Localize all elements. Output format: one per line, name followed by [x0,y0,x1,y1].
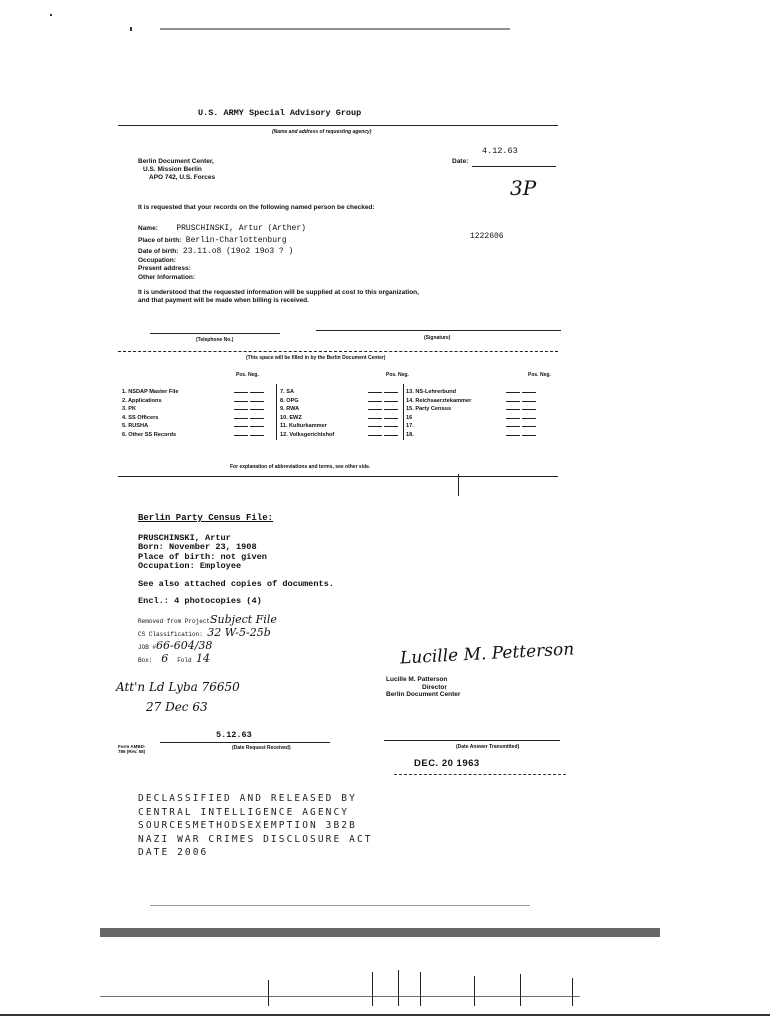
handwritten-note: 27 Dec 63 [146,700,208,714]
scan-artifact-top [160,28,510,30]
census-birthplace: Place of birth: not given [138,551,267,562]
neg-label: Neg. [247,372,259,378]
removal-label: Fold [177,657,192,664]
declass-line: NAZI WAR CRIMES DISCLOSURE ACT [138,833,373,845]
understanding-text [138,289,419,305]
checklist-item: 3. PK [122,403,266,412]
telephone-caption: (Telephone No.) [196,337,234,343]
declass-line: DATE 2006 [138,847,209,858]
date-rule [472,166,556,167]
addressee-line: Berlin Document Center, [138,158,214,165]
birthplace-label: Place of birth: [138,236,182,244]
section-divider [118,351,558,352]
address-label: Present address: [138,265,191,273]
checklist-item: 1. NSDAP Master File [122,386,266,395]
understanding-line: It is understood that the requested information will be supplied at cost to this organization, [138,289,419,296]
census-block [138,514,334,607]
checklist-item: 18. [406,429,538,438]
removal-block [138,614,277,666]
scan-artifact-line [150,905,530,906]
checklist-item: 7. SA [280,386,400,395]
checklist-column-1 [122,386,266,438]
neg-label: Neg. [539,372,551,378]
scan-artifact-tick [398,970,399,1006]
census-born: Born: November 23, 1908 [138,542,257,552]
checklist [122,372,562,472]
removal-label: JOB # [138,644,157,651]
checklist-item: 17. [406,420,538,429]
birthplace-value: Berlin-Charlottenburg [185,235,287,245]
pos-neg-header [528,372,551,378]
checklist-item: 9. RWA [280,403,400,412]
abbreviation-note: For explanation of abbreviations and terms, see other side. [230,464,371,470]
removal-hand: 32 W-5-25b [207,626,271,639]
date-label: Date: [452,158,469,165]
checklist-bottom-rule [118,476,558,477]
census-name: PRUSCHINSKI, Artur [138,532,231,543]
checklist-divider [403,384,404,440]
pen-stroke [458,474,459,496]
census-see-also: See also attached copies of documents. [138,578,334,589]
director-signature: Lucille M. Petterson [399,639,575,669]
stamp-underline [394,774,566,775]
checklist-column-3 [406,386,538,438]
checklist-item: 15. Party Census [406,403,538,412]
census-heading: Berlin Party Census File: [138,513,274,523]
form-id: Form AMBD-786 (Rev. 58) [118,744,146,754]
signatory-block [386,676,460,699]
declass-line: DECLASSIFIED AND RELEASED BY [138,793,357,804]
pos-label: Pos. [528,372,539,378]
agency-rule [118,125,558,126]
date-received-rule [160,742,330,743]
requesting-agency: U.S. ARMY Special Advisory Group [198,108,362,118]
scan-artifact-line [0,1014,770,1016]
checklist-item: 2. Applications [122,395,266,404]
addressee-line: APO 742, U.S. Forces [149,174,216,181]
telephone-rule [150,333,280,334]
declass-line: SOURCESMETHODSEXEMPTION 3B2B [138,820,357,831]
checklist-item: 4. SS Officers [122,412,266,421]
date-received-value: 5.12.63 [216,730,252,740]
scan-artifact-tick [474,976,475,1006]
pos-neg-header [236,372,259,378]
pos-label: Pos. [236,372,247,378]
scan-artifact-tick [268,980,269,1006]
understanding-line: and that payment will be made when billing is received. [138,297,309,304]
date-transmitted-caption: (Date Answer Transmitted) [456,744,520,750]
scan-artifact-tick [520,974,521,1006]
transmitted-stamp: DEC. 20 1963 [414,758,480,769]
removal-label: CS Classification: [138,631,203,638]
reference-number: 1222606 [470,232,504,241]
removal-hand: Subject File [210,613,277,626]
name-value: PRUSCHINSKI, Artur (Arther) [176,224,306,233]
scan-artifact-tick [372,972,373,1006]
removal-hand: 66-604/38 [156,639,213,652]
neg-label: Neg. [397,372,409,378]
dob-label: Date of birth: [138,248,179,256]
scan-artifact-dot [50,14,52,16]
scan-artifact-tick [572,978,573,1006]
signature-caption: (Signature) [424,335,451,341]
addressee-block [138,158,215,182]
scan-artifact-dot [130,27,132,31]
checklist-divider [276,384,277,440]
agency-caption: (Name and address of requesting agency) [272,129,372,135]
request-text: It is requested that your records on the following named person be checked: [138,204,375,211]
removal-label: Box: [138,657,153,664]
signatory-name: Lucille M. Patterson [386,676,448,683]
scan-artifact-tick [420,972,421,1006]
checklist-item: 12. Volksgerichtshof [280,429,400,438]
handwritten-mark: 3P [510,176,537,200]
checklist-item: 6. Other SS Records [122,429,266,438]
removal-hand: 6 [161,652,169,665]
bdc-caption: (This space will be filled in by the Berlin Document Center) [246,355,386,361]
dob-value: 23.11.o8 (19o2 19o3 ? ) [182,247,294,257]
handwritten-note: Att'n Ld Lyba 76650 [116,680,240,694]
checklist-item: 13. NS-Lehrerbund [406,386,538,395]
checklist-item: 8. OPG [280,395,400,404]
checklist-column-2 [280,386,400,438]
declassification-stamp [138,792,373,860]
occupation-label: Occupation: [138,256,176,264]
census-occupation: Occupation: Employee [138,561,242,571]
signatory-org: Berlin Document Center [386,691,461,698]
checklist-item: 14. Reichsaerztekammer [406,395,538,404]
date-value: 4.12.63 [482,146,518,156]
pos-label: Pos. [386,372,397,378]
scan-artifact-band [100,928,660,937]
other-info-label: Other Information: [138,273,196,281]
scan-artifact-line [100,996,580,997]
removal-label: Removed from Project [138,618,211,625]
addressee-line: U.S. Mission Berlin [143,166,202,173]
checklist-item: 16 [406,412,538,421]
checklist-item: 11. Kulturkammer [280,420,400,429]
name-label: Name: [138,225,158,232]
signature-rule [316,330,561,331]
date-received-caption: (Date Request Received) [232,745,291,751]
checklist-item: 10. EWZ [280,412,400,421]
census-enclosure: Encl.: 4 photocopies (4) [138,596,262,606]
checklist-item: 5. RUSHA [122,420,266,429]
date-transmitted-rule [384,740,560,741]
person-block [138,222,306,283]
signatory-title: Director [422,683,447,691]
removal-hand: 14 [196,652,211,665]
pos-neg-header [386,372,409,378]
declass-line: CENTRAL INTELLIGENCE AGENCY [138,806,350,818]
